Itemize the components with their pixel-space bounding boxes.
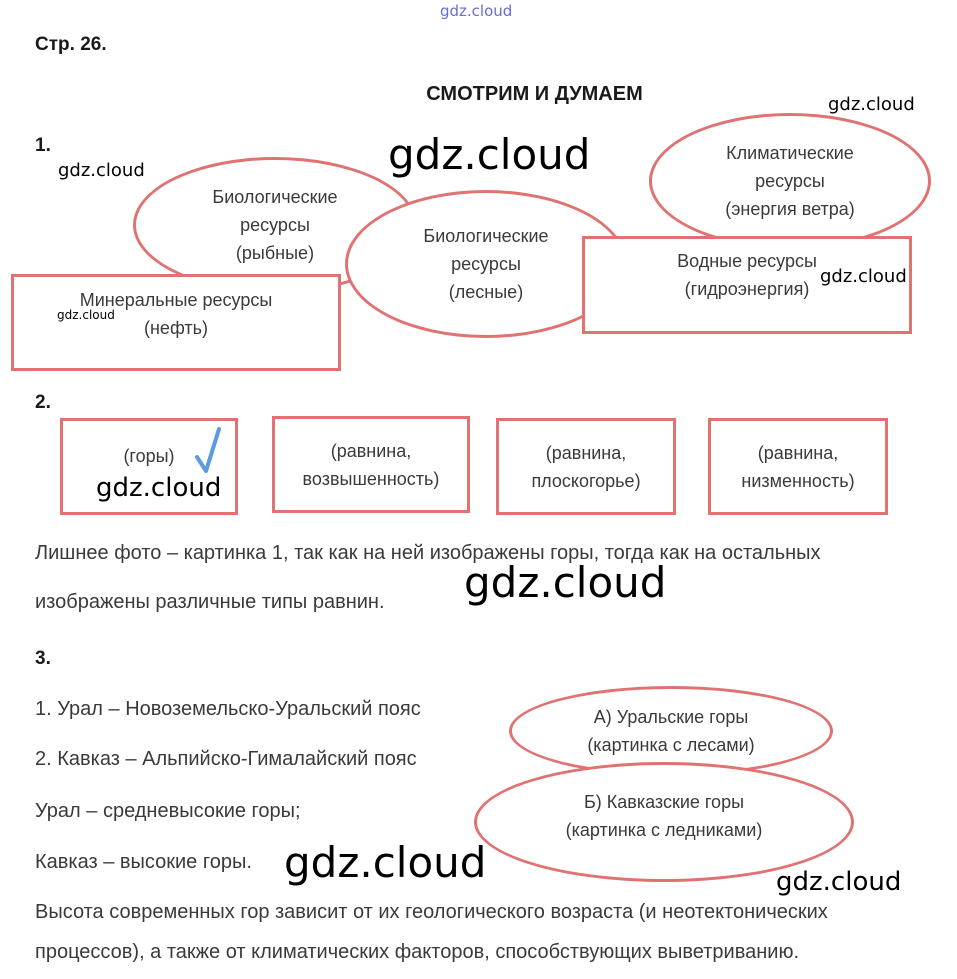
task3-line-4: Кавказ – высокие горы. [35, 851, 252, 873]
ellipse-caucasus [474, 762, 854, 882]
watermark: gdz.cloud [96, 473, 222, 503]
task2-number: 2. [35, 392, 51, 413]
ellipse-caucasus-text: Б) Кавказские горы (картинка с ледниками) [565, 792, 763, 840]
watermark: gdz.cloud [464, 558, 667, 607]
ellipse-ural-text: А) Уральские горы (картинка с лесами) [587, 707, 755, 755]
photo-box-3 [496, 418, 676, 515]
watermark: gdz.cloud [58, 160, 145, 181]
task3-conclusion-line2: процессов), а также от климатических факторов, способствующих выветриванию. [35, 941, 799, 963]
watermark: gdz.cloud [57, 308, 115, 322]
task3-number: 3. [35, 648, 51, 669]
task2-answer-line2: изображены различные типы равнин. [35, 591, 385, 613]
watermark: gdz.cloud [828, 94, 915, 115]
photo-box-1-text: (горы) [123, 445, 175, 466]
rect-mineral [11, 274, 341, 371]
watermark: gdz.cloud [388, 130, 591, 179]
rect-mineral-text: Минеральные ресурсы (нефть) [79, 289, 273, 338]
task3-conclusion-line1: Высота современных гор зависит от их геологического возраста (и неотектонических [35, 901, 828, 923]
task3-line-2: 2. Кавказ – Альпийско-Гималайский пояс [35, 748, 417, 770]
watermark: gdz.cloud [776, 867, 902, 897]
watermark-top: gdz.cloud [440, 2, 513, 20]
photo-box-2 [272, 416, 470, 513]
check-mark-icon [195, 425, 225, 475]
task3-line-3: Урал – средневысокие горы; [35, 800, 301, 822]
ellipse-climate-text: Климатические ресурсы (энергия ветра) [725, 143, 855, 219]
task3-line-1: 1. Урал – Новоземельско-Уральский пояс [35, 698, 421, 720]
photo-box-3-text: (равнина, плоскогорье) [531, 442, 641, 491]
photo-box-2-text: (равнина, возвышенность) [302, 440, 440, 489]
page-title: СМОТРИМ И ДУМАЕМ [426, 83, 643, 105]
watermark: gdz.cloud [820, 266, 907, 287]
ellipse-bio-forest-text: Биологические ресурсы (лесные) [423, 226, 549, 302]
photo-box-4-text: (равнина, низменность) [741, 442, 855, 491]
watermark: gdz.cloud [284, 838, 487, 887]
rect-water-text: Водные ресурсы (гидроэнергия) [677, 251, 817, 299]
task1-number: 1. [35, 135, 51, 156]
ellipse-climate [649, 113, 931, 249]
task2-answer-line1: Лишнее фото – картинка 1, так как на ней изображены горы, тогда как на остальных [35, 542, 821, 564]
ellipse-bio-fish-text: Биологические ресурсы (рыбные) [212, 187, 338, 263]
photo-box-4 [708, 418, 888, 515]
page-label: Стр. 26. [35, 34, 107, 55]
